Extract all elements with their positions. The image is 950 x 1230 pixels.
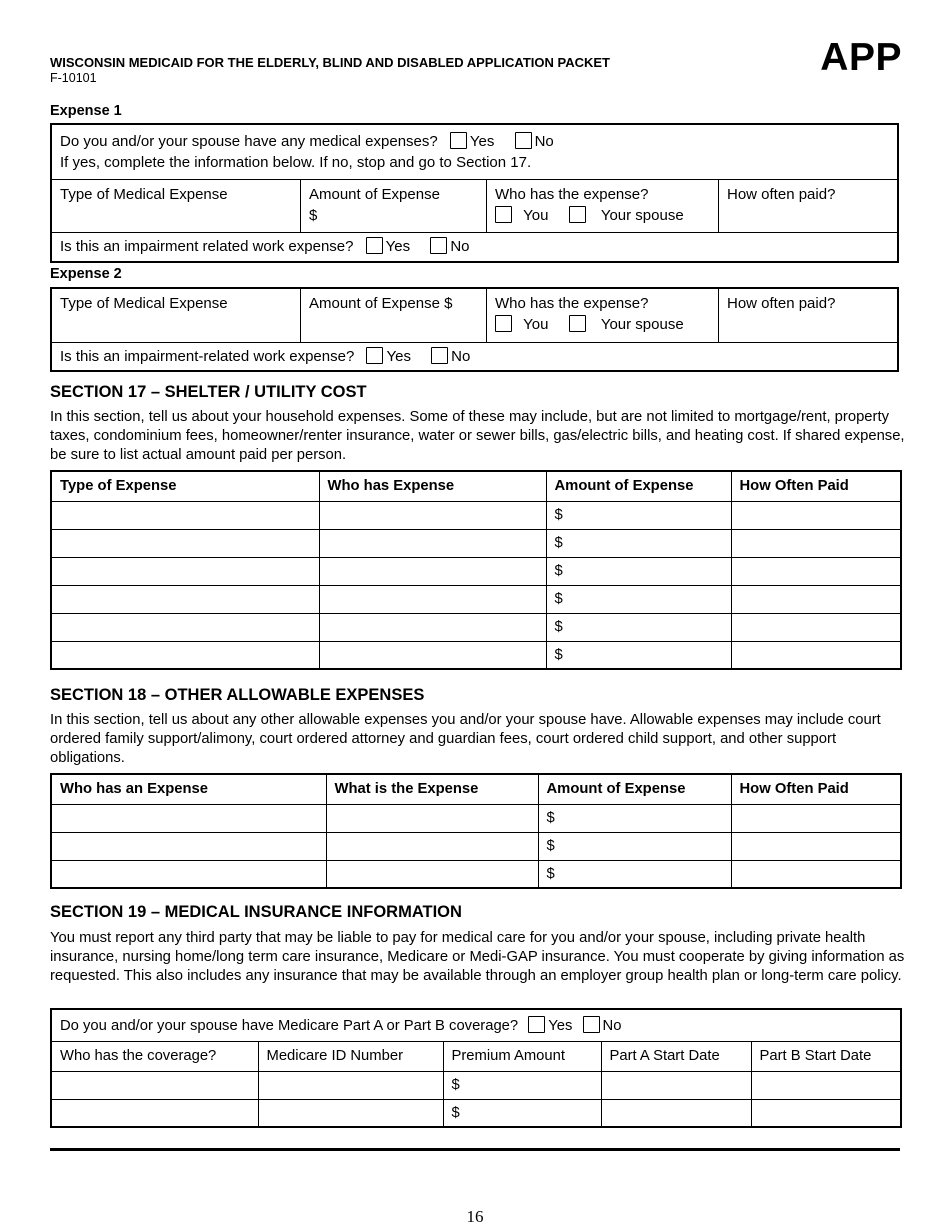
who-has-expense-cell[interactable] xyxy=(319,613,546,641)
expense-1-irwe-yes-checkbox[interactable] xyxy=(366,237,383,254)
premium-amount-cell[interactable]: $ xyxy=(443,1071,601,1099)
page-number: 16 xyxy=(466,1207,484,1226)
how-often-cell[interactable] xyxy=(731,585,901,613)
section-17-paragraph: In this section, tell us about your household expenses. Some of these may include, but are not limited to mortgage/rent, property taxes, condominium fees, homeowner/renter insurance, water or sewer bills, gas/electric bills, and heating cost. If shared expense, be sure to list actual amount paid per person. xyxy=(50,409,905,463)
medical-expenses-no-label: No xyxy=(534,133,554,150)
expense-2-irwe-yes-label: Yes xyxy=(386,348,411,365)
expense-1-spouse-checkbox[interactable] xyxy=(569,206,586,223)
expense-1-you-checkbox[interactable] xyxy=(495,206,512,223)
expense-2-type-field[interactable] xyxy=(52,289,300,342)
amount-cell[interactable]: $ xyxy=(546,585,731,613)
how-often-cell[interactable] xyxy=(731,641,901,669)
amount-cell[interactable]: $ xyxy=(538,832,731,860)
what-is-expense-cell[interactable] xyxy=(326,804,538,832)
table-row xyxy=(51,557,901,585)
amount-cell[interactable]: $ xyxy=(546,501,731,529)
section-17-table xyxy=(50,470,902,670)
who-has-expense-cell[interactable] xyxy=(51,804,326,832)
section-19-title: SECTION 19 – MEDICAL INSURANCE INFORMATION xyxy=(50,903,462,921)
expense-2-irwe-no-checkbox[interactable] xyxy=(431,347,448,364)
how-often-cell[interactable] xyxy=(731,557,901,585)
expense-1-who-field xyxy=(486,180,718,232)
form-title: WISCONSIN MEDICAID FOR THE ELDERLY, BLIND AND DISABLED APPLICATION PACKET xyxy=(50,55,610,70)
expense-1-spouse-label: Your spouse xyxy=(600,207,684,224)
expense-1-how-often-label: How often paid? xyxy=(727,186,836,203)
how-often-cell[interactable] xyxy=(731,804,901,832)
type-of-expense-cell[interactable] xyxy=(51,585,319,613)
expense-2-who-field xyxy=(486,289,718,342)
medicare-yes-checkbox[interactable] xyxy=(528,1016,545,1033)
expense-2-irwe-no-label: No xyxy=(451,348,471,365)
medical-expenses-no-checkbox[interactable] xyxy=(515,132,532,149)
column-header: Part A Start Date xyxy=(601,1041,751,1071)
what-is-expense-cell[interactable] xyxy=(326,832,538,860)
expense-1-irwe-no-checkbox[interactable] xyxy=(430,237,447,254)
column-header: Amount of Expense xyxy=(538,774,731,804)
expense-1-amount-label: Amount of Expense xyxy=(309,186,440,203)
how-often-cell[interactable] xyxy=(731,613,901,641)
how-often-cell[interactable] xyxy=(731,501,901,529)
expense-1-you-label: You xyxy=(523,207,549,224)
section-18-title: SECTION 18 – OTHER ALLOWABLE EXPENSES xyxy=(50,686,425,704)
expense-2-box xyxy=(50,287,899,372)
part-a-start-cell[interactable] xyxy=(601,1099,751,1127)
expense-2-amount-field[interactable] xyxy=(300,289,486,342)
table-row xyxy=(51,832,901,860)
coverage-header-row xyxy=(51,1041,901,1071)
table-row xyxy=(51,641,901,669)
medicare-no-checkbox[interactable] xyxy=(583,1016,600,1033)
how-often-cell[interactable] xyxy=(731,860,901,888)
type-of-expense-cell[interactable] xyxy=(51,613,319,641)
table-row xyxy=(51,1099,901,1127)
who-has-expense-cell[interactable] xyxy=(51,832,326,860)
column-header: Premium Amount xyxy=(443,1041,601,1071)
expense-1-box xyxy=(50,123,899,263)
table-row xyxy=(51,1071,901,1099)
table-row xyxy=(51,585,901,613)
expense-2-spouse-checkbox[interactable] xyxy=(569,315,586,332)
medical-expenses-instruction: If yes, complete the information below. If no, stop and go to Section 17. xyxy=(60,154,532,171)
how-often-cell[interactable] xyxy=(731,529,901,557)
medicare-id-cell[interactable] xyxy=(258,1071,443,1099)
form-number: F-10101 xyxy=(50,71,97,85)
type-of-expense-cell[interactable] xyxy=(51,557,319,585)
column-header: Who has the coverage? xyxy=(51,1041,258,1071)
column-header: What is the Expense xyxy=(326,774,538,804)
medical-expenses-yes-checkbox[interactable] xyxy=(450,132,467,149)
expense-1-irwe-row xyxy=(52,232,897,262)
table-row xyxy=(51,529,901,557)
medicare-no-label: No xyxy=(602,1018,622,1035)
medicare-question: Do you and/or your spouse have Medicare Part A or Part B coverage? xyxy=(60,1018,519,1035)
expense-1-irwe-question: Is this an impairment related work expense? xyxy=(60,238,354,255)
amount-cell[interactable]: $ xyxy=(546,613,731,641)
section-18-table xyxy=(50,773,902,889)
expense-1-amount-prefix: $ xyxy=(309,207,318,224)
part-a-start-cell[interactable] xyxy=(601,1071,751,1099)
expense-1-details-row xyxy=(52,179,897,232)
expense-1-amount-field[interactable] xyxy=(300,180,486,232)
expense-1-type-field[interactable] xyxy=(52,180,300,232)
premium-amount-cell[interactable]: $ xyxy=(443,1099,601,1127)
how-often-cell[interactable] xyxy=(731,832,901,860)
medicare-id-cell[interactable] xyxy=(258,1099,443,1127)
expense-2-how-often-field[interactable] xyxy=(718,289,897,342)
medical-expenses-question: Do you and/or your spouse have any medical expenses? xyxy=(60,133,438,150)
column-header: Who has an Expense xyxy=(51,774,326,804)
expense-2-you-label: You xyxy=(523,316,549,333)
who-has-expense-cell[interactable] xyxy=(319,585,546,613)
amount-cell[interactable]: $ xyxy=(538,860,731,888)
section-17-title: SECTION 17 – SHELTER / UTILITY COST xyxy=(50,383,367,401)
expense-2-type-label: Type of Medical Expense xyxy=(60,295,228,312)
column-header: Part B Start Date xyxy=(751,1041,901,1071)
table-row xyxy=(51,804,901,832)
column-header: Who has Expense xyxy=(319,471,546,501)
type-of-expense-cell[interactable] xyxy=(51,529,319,557)
section-18-paragraph: In this section, tell us about any other allowable expenses you and/or your spouse have. Allowable expenses may include court ordered family support/alimony, court ordered attorney and guardian fees, court ordered child support, and other support obligations. xyxy=(50,712,881,766)
who-has-expense-cell[interactable] xyxy=(319,501,546,529)
who-has-expense-cell[interactable] xyxy=(319,529,546,557)
amount-cell[interactable]: $ xyxy=(546,557,731,585)
section-19-table xyxy=(50,1008,902,1128)
table-row xyxy=(51,613,901,641)
expense-2-label: Expense 2 xyxy=(50,266,122,282)
part-b-start-cell[interactable] xyxy=(751,1099,901,1127)
who-has-coverage-cell[interactable] xyxy=(51,1071,258,1099)
expense-1-irwe-yes-label: Yes xyxy=(385,238,411,255)
amount-cell[interactable]: $ xyxy=(546,641,731,669)
medicare-yes-label: Yes xyxy=(548,1018,573,1035)
table-row xyxy=(51,501,901,529)
part-b-start-cell[interactable] xyxy=(751,1071,901,1099)
expense-2-details-row xyxy=(52,289,897,342)
column-header: Medicare ID Number xyxy=(258,1041,443,1071)
app-badge: APP xyxy=(820,36,902,79)
expense-1-type-label: Type of Medical Expense xyxy=(60,186,228,203)
column-header: How Often Paid xyxy=(731,774,901,804)
column-header: Type of Expense xyxy=(51,471,319,501)
column-header: Amount of Expense xyxy=(546,471,731,501)
amount-cell[interactable]: $ xyxy=(538,804,731,832)
who-has-expense-cell[interactable] xyxy=(319,557,546,585)
expense-1-who-label: Who has the expense? xyxy=(495,186,649,203)
who-has-expense-cell[interactable] xyxy=(319,641,546,669)
expense-2-amount-label: Amount of Expense $ xyxy=(309,295,453,312)
who-has-coverage-cell[interactable] xyxy=(51,1099,258,1127)
type-of-expense-cell[interactable] xyxy=(51,501,319,529)
expense-1-irwe-no-label: No xyxy=(450,238,470,255)
expense-2-irwe-question: Is this an impairment-related work expense? xyxy=(60,348,355,365)
bottom-divider xyxy=(50,1148,900,1151)
type-of-expense-cell[interactable] xyxy=(51,641,319,669)
expense-2-how-often-label: How often paid? xyxy=(727,295,836,312)
expense-2-you-checkbox[interactable] xyxy=(495,315,512,332)
who-has-expense-cell[interactable] xyxy=(51,860,326,888)
expense-2-irwe-yes-checkbox[interactable] xyxy=(366,347,383,364)
section-19-paragraph: You must report any third party that may be liable to pay for medical care for you and/or your spouse, including private health insurance, nursing home/long term care insurance, Medicare or Medi-GAP insurance. You must cooperate by giving information as requested. This also includes any insurance that may be available through an employer group health plan or long-term care policy. xyxy=(50,930,905,984)
medicare-question-row xyxy=(51,1009,901,1041)
table-row xyxy=(51,860,901,888)
medical-expenses-yes-label: Yes xyxy=(469,133,495,150)
column-header: How Often Paid xyxy=(731,471,901,501)
amount-cell[interactable]: $ xyxy=(546,529,731,557)
expense-2-who-label: Who has the expense? xyxy=(495,295,649,312)
expense-1-question-row xyxy=(52,125,897,179)
expense-2-spouse-label: Your spouse xyxy=(600,316,684,333)
expense-1-label: Expense 1 xyxy=(50,103,122,119)
expense-1-how-often-field[interactable] xyxy=(718,180,897,232)
what-is-expense-cell[interactable] xyxy=(326,860,538,888)
expense-2-irwe-row xyxy=(52,342,897,370)
